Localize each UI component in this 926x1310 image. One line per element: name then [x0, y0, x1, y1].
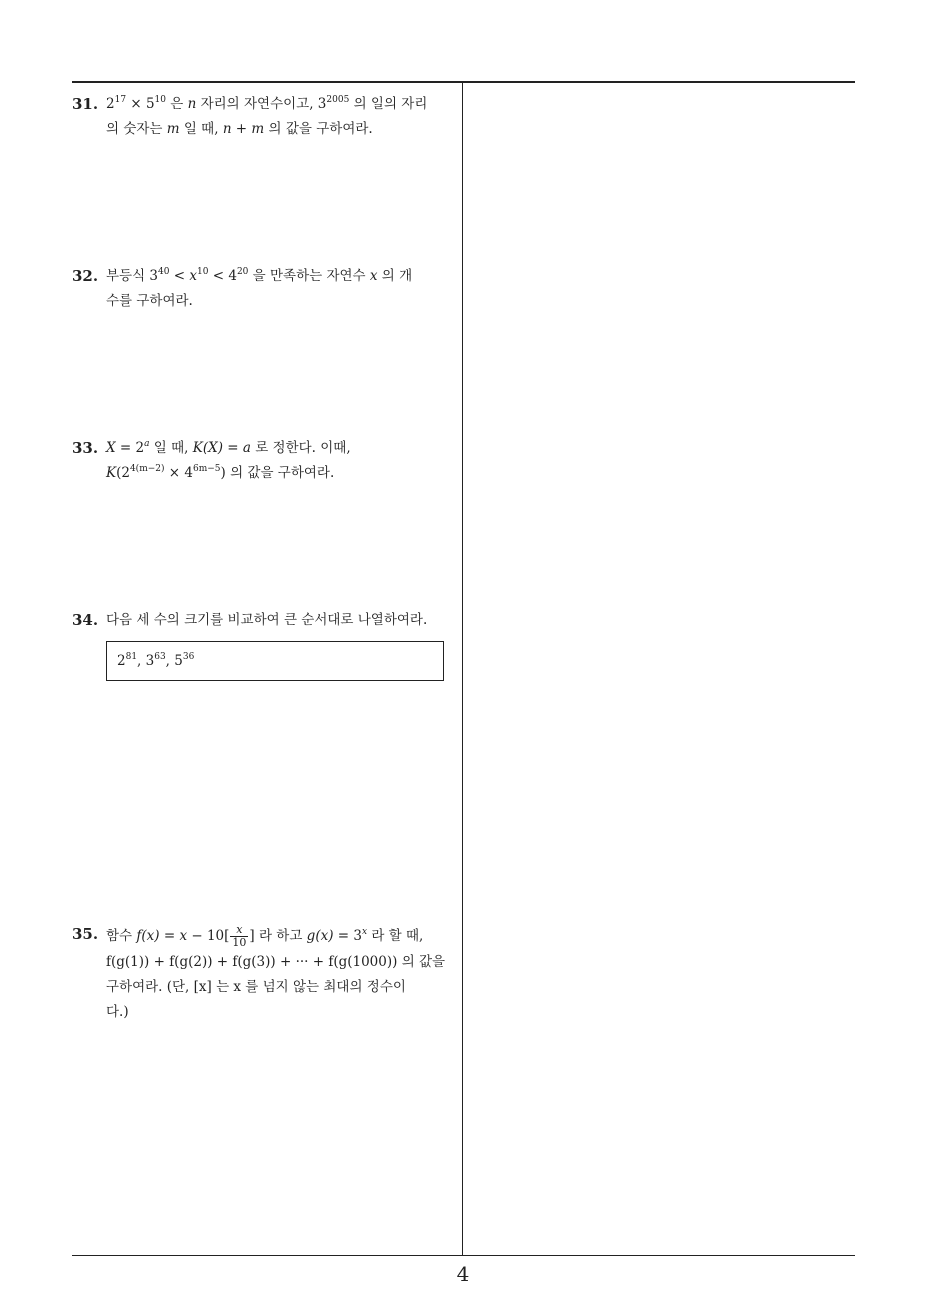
text-line: 구하여라. (단, [x] 는 x 를 넘지 않는 최대의 정수이 — [106, 979, 406, 995]
column-divider — [462, 82, 463, 1256]
page-number: 4 — [456, 1262, 470, 1286]
problem-text — [106, 922, 456, 1025]
text-line: 다.) — [106, 1004, 129, 1020]
text-line: $2^{17} \times 5^{10}$ 은 n 자리의 자연수이고, $3^{2005}$ 의 일의 자리 — [106, 95, 428, 112]
problem-35 — [72, 922, 456, 1025]
text-line: 부등식 $3^{40} < x^{10} < 4^{20}$ 을 만족하는 자연수 x 의 개 — [106, 267, 413, 284]
text-line: 함수 f(x) = x − 10[ $\frac{x}{10}$ ] 라 하고 $g(x) = 3^x$ 라 할 때, — [106, 923, 424, 949]
problem-number: 32. — [72, 267, 99, 285]
text-line: 다음 세 수의 크기를 비교하여 큰 순서대로 나열하여라. — [106, 612, 428, 628]
header-rule — [72, 81, 855, 83]
problem-number: 33. — [72, 439, 99, 457]
text-line: 수를 구하여라. — [106, 293, 193, 309]
footer-rule — [72, 1255, 855, 1256]
text-line: 의 숫자는 m 일 때, n + m 의 값을 구하여라. — [106, 121, 373, 137]
problem-text — [106, 436, 456, 486]
problem-text — [106, 608, 456, 633]
text-line: f(g(1)) + f(g(2)) + f(g(3)) + ··· + f(g(1000)) 의 값을 — [106, 954, 446, 970]
problem-33 — [72, 436, 456, 486]
problem-31 — [72, 92, 456, 142]
problem-text — [106, 92, 456, 142]
text-line: $K(2^{4(m-2)} \times 4^{6m-5})$ 의 값을 구하여라. — [106, 464, 335, 481]
text-line: $X = 2^a$ 일 때, K(X) = a 로 정한다. 이때, — [106, 439, 351, 456]
problem-text — [106, 264, 456, 314]
given-numbers-box: $2^{81}$, $3^{63}$, $5^{36}$ — [106, 641, 444, 681]
problem-34 — [72, 608, 456, 681]
problem-number: 31. — [72, 95, 99, 113]
problem-number: 34. — [72, 611, 99, 629]
problem-number: 35. — [72, 925, 99, 943]
fraction: $\frac{x}{10}$ — [232, 923, 247, 949]
problem-32 — [72, 264, 456, 314]
